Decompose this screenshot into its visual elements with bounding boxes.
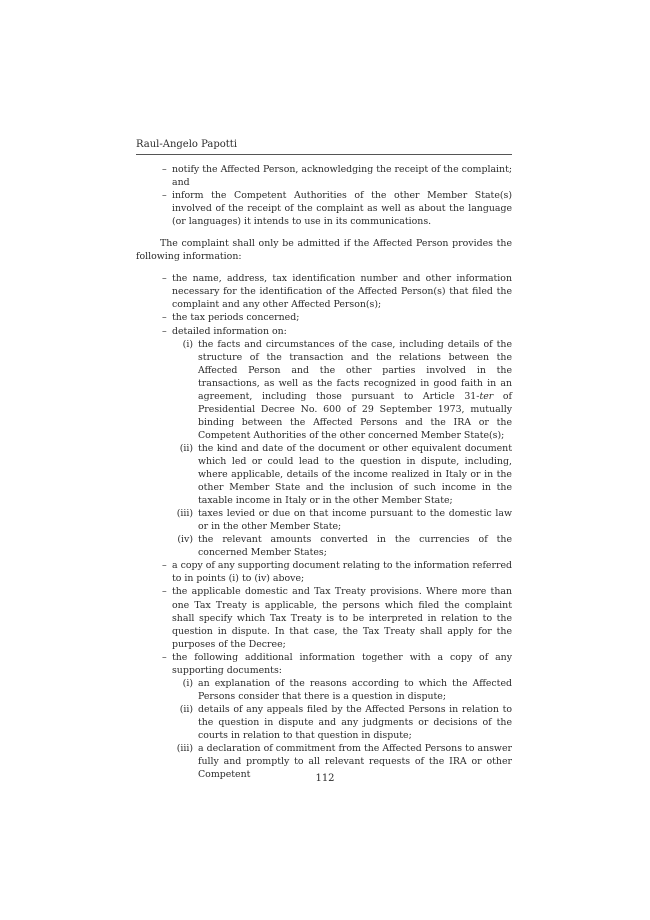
dash-marker: – bbox=[162, 651, 167, 663]
dash-marker: – bbox=[162, 273, 167, 285]
list-item bbox=[136, 651, 512, 677]
sub-item-text: a declaration of commitment from the Affected Persons to answer fully and promptly to all relevant requests of the IRA or other Competent bbox=[198, 743, 512, 781]
list-item bbox=[136, 163, 512, 189]
list-item-text: the following additional information together with a copy of any supporting documents: bbox=[172, 651, 512, 676]
sub-item-number: (iii) bbox=[176, 508, 193, 520]
sub-list-item bbox=[136, 442, 512, 507]
list-item-text: inform the Competent Authorities of the other Member State(s) involved of the receipt of the complaint as well as about the language (or languages) it intends to use in its communications. bbox=[172, 190, 512, 228]
list-item bbox=[136, 585, 512, 650]
list-item-text: the name, address, tax identification number and other information necessary for the identification of the Affected Person(s) that filed the complaint and any other Affected Person(s); bbox=[172, 273, 512, 311]
sub-item-number: (ii) bbox=[179, 703, 193, 715]
sub-item-text: an explanation of the reasons according to which the Affected Persons consider that there is a question in dispute; bbox=[198, 677, 512, 702]
sub-list-item bbox=[136, 703, 512, 742]
sub-list-item bbox=[136, 533, 512, 559]
sub-item-text: taxes levied or due on that income pursuant to the domestic law or in the other Member State; bbox=[198, 508, 512, 533]
list-item bbox=[136, 559, 512, 585]
page-number: 112 bbox=[315, 773, 335, 784]
sub-list-item bbox=[136, 677, 512, 703]
list-item-text: the tax periods concerned; bbox=[172, 312, 300, 324]
list-item bbox=[136, 311, 512, 324]
sub-list-item bbox=[136, 507, 512, 533]
dash-marker: – bbox=[162, 164, 167, 175]
sub-item-text: details of any appeals filed by the Affected Persons in relation to the question in dispute and any judgments or decisions of the courts in relation to that question in dispute; bbox=[198, 703, 512, 741]
sub-item-number: (iii) bbox=[176, 743, 193, 755]
sub-item-number: (i) bbox=[182, 677, 193, 689]
sub-item-number: (iv) bbox=[177, 534, 193, 546]
sub-item-number: (ii) bbox=[179, 442, 193, 454]
sub-list-item bbox=[136, 338, 512, 442]
dash-marker: – bbox=[162, 586, 167, 598]
dash-marker: – bbox=[162, 325, 167, 337]
list-item-text: detailed information on: bbox=[172, 325, 287, 337]
body-paragraph: The complaint shall only be admitted if the Affected Person provides the following information: bbox=[136, 238, 512, 263]
list-item-text: the applicable domestic and Tax Treaty provisions. Where more than one Tax Treaty is applicable, the persons which filed the complaint shall specify which Tax Treaty is to be interpreted in relation to the question in dispute. In that case, the Tax Treaty shall apply for the purposes of the Decree; bbox=[172, 586, 512, 650]
running-header: Raul-Angelo Papotti bbox=[136, 139, 512, 155]
list-item bbox=[136, 272, 512, 311]
dash-marker: – bbox=[162, 312, 167, 324]
list-item bbox=[136, 325, 512, 338]
page-body bbox=[136, 163, 512, 781]
sub-item-text: the relevant amounts converted in the currencies of the concerned Member States; bbox=[198, 534, 512, 559]
sub-item-text: the facts and circumstances of the case, including details of the structure of the transaction and the relations between the Affected Person and the other parties involved in the transactions, as well as the facts recognized in good faith in an agreement, including those pursuant to Article 31-ter of Presidential Decree No. 600 of 29 September 1973, mutually binding between the Affected Persons and the IRA or the Competent Authorities of the other concerned Member State(s); bbox=[198, 338, 512, 441]
sub-item-number: (i) bbox=[182, 338, 193, 350]
list-item bbox=[136, 189, 512, 228]
sub-item-text: the kind and date of the document or other equivalent document which led or could lead to the question in dispute, including, where applicable, details of the income realized in Italy or in the other Member State and the inclusion of such income in the taxable income in Italy or in the other Member State; bbox=[198, 442, 512, 507]
dash-marker: – bbox=[162, 560, 167, 572]
list-item-text: a copy of any supporting document relating to the information referred to in points (i) to (iv) above; bbox=[172, 560, 512, 585]
list-item-text: notify the Affected Person, acknowledging the receipt of the complaint; and bbox=[172, 164, 512, 189]
dash-marker: – bbox=[162, 190, 167, 202]
